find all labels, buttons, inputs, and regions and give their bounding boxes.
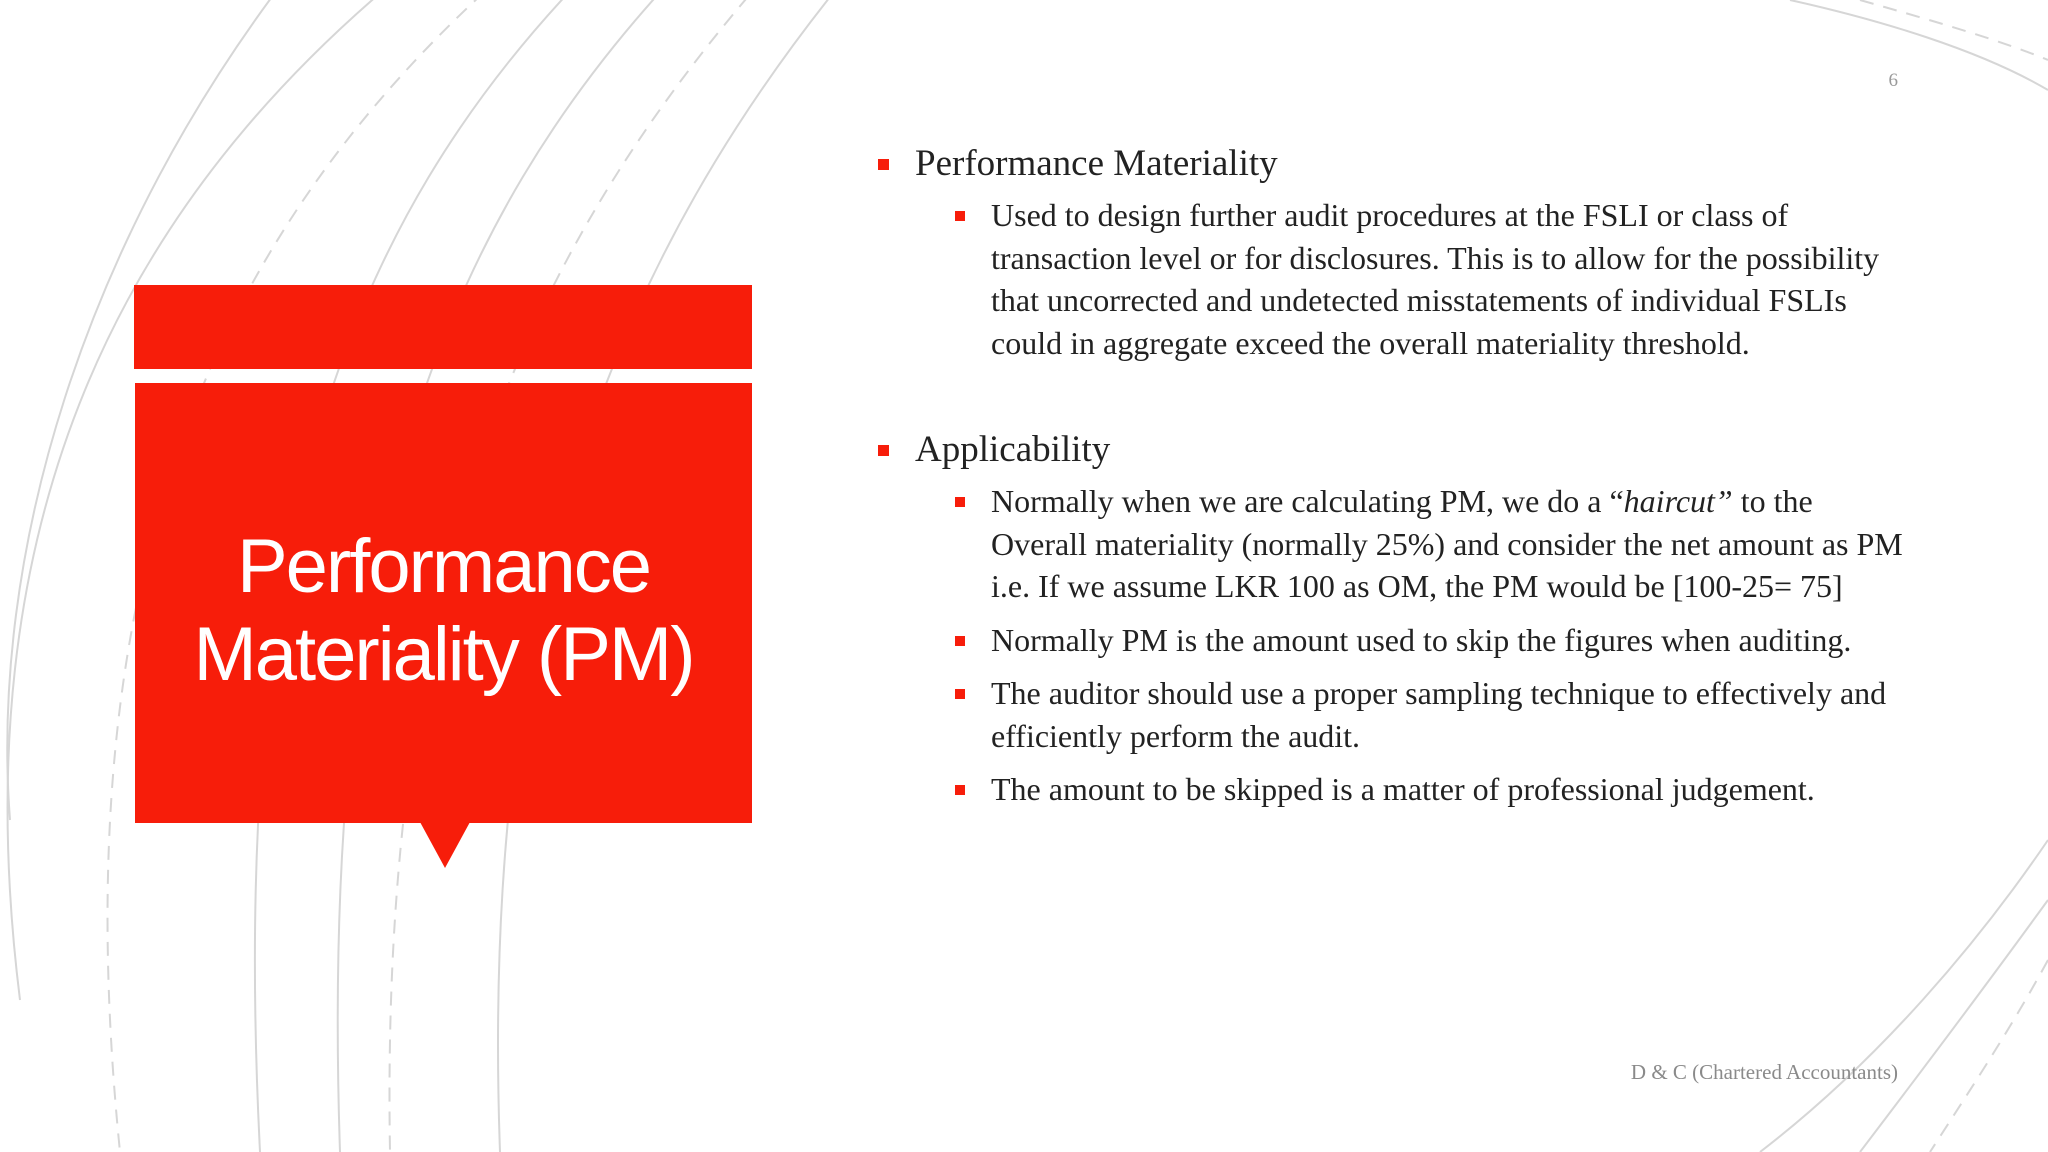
- bullet-square-icon: [955, 636, 965, 646]
- list-item-text: The auditor should use a proper sampling technique to effectively and efficiently perform the audit.: [991, 675, 1887, 754]
- title-accent-bar: [134, 285, 752, 369]
- slide-content: [876, 140, 1916, 822]
- list-item: [991, 768, 1916, 811]
- list-item-text-end: to the Overall materiality (normally 25%) and consider the net amount as PM i.e. If we assume LKR 100 as OM, the PM would be [100-25= 75]: [991, 483, 1903, 604]
- list-item-text: Used to design further audit procedures at the FSLI or class of transaction level or for disclosures. This is to allow for the possibility that uncorrected and undetected misstatements of individual FSLIs could in aggregate exceed the overall materiality threshold.: [991, 197, 1880, 361]
- list-item: [991, 619, 1916, 662]
- list-item: [991, 194, 1916, 364]
- slide-title: Performance Materiality (PM): [193, 524, 694, 697]
- list-item: [991, 480, 1916, 608]
- bullet-square-icon: [955, 785, 965, 795]
- bullet-square-icon: [955, 497, 965, 507]
- bullet-square-icon: [878, 445, 889, 456]
- bullet-square-icon: [878, 159, 889, 170]
- bullet-square-icon: [955, 689, 965, 699]
- title-box: [135, 383, 752, 823]
- page-number: 6: [1888, 70, 1898, 91]
- haircut-term: haircut”: [1623, 483, 1733, 519]
- list-item-text-start: Normally when we are calculating PM, we do a “: [991, 483, 1624, 519]
- section-heading: [876, 140, 1916, 188]
- section-applicability: [876, 426, 1916, 811]
- title-pointer: [420, 822, 470, 868]
- heading-text: Applicability: [915, 429, 1111, 470]
- list-item-text: Normally PM is the amount used to skip the figures when auditing.: [991, 621, 1852, 658]
- section-heading: [876, 426, 1916, 474]
- list-item-text: The amount to be skipped is a matter of professional judgement.: [991, 771, 1815, 807]
- heading-text: Performance Materiality: [915, 143, 1278, 184]
- section-performance-materiality: [876, 140, 1916, 364]
- bullet-square-icon: [955, 211, 965, 221]
- footer-text: D & C (Chartered Accountants): [1630, 1060, 1898, 1084]
- list-item: [991, 672, 1916, 757]
